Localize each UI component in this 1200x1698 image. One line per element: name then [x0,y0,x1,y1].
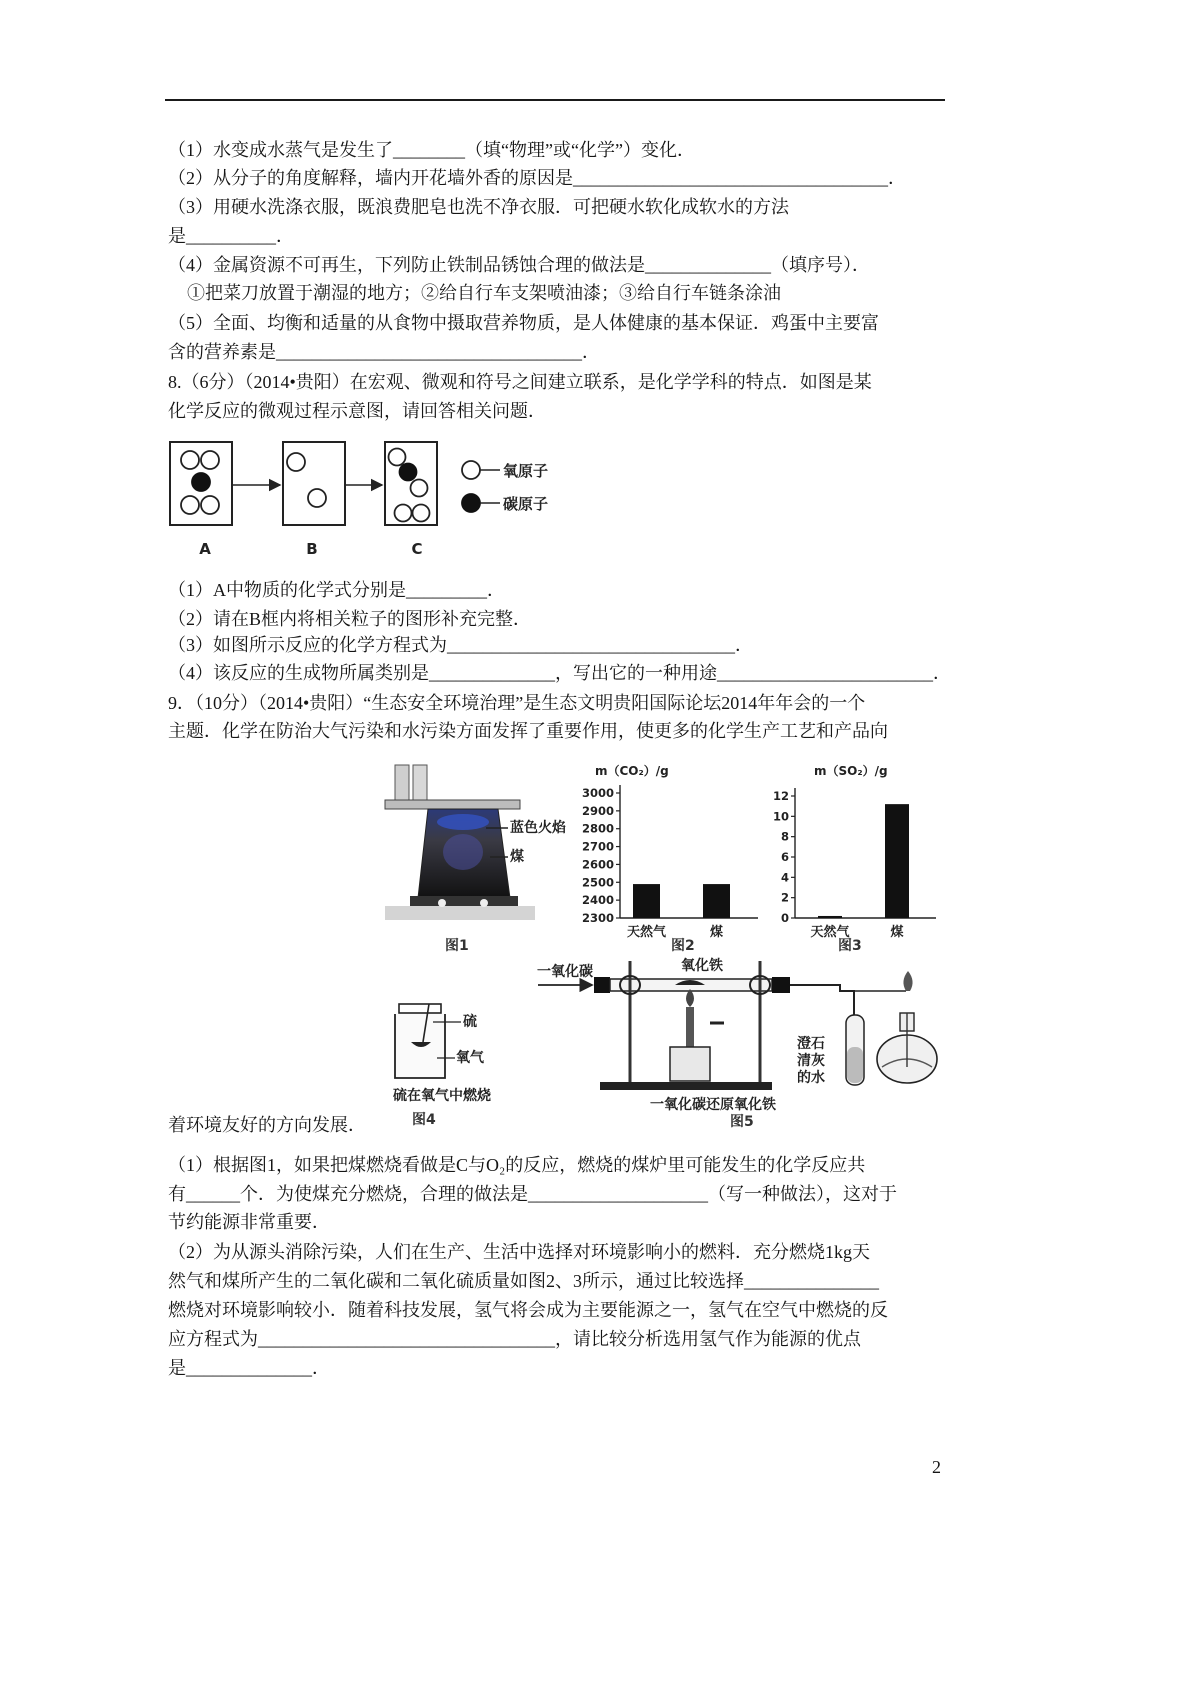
q7-line-5: （4）金属资源不可再生，下列防止铁制品锈蚀合理的做法是______________（填序号）． [168,255,870,275]
right-stopper [772,977,790,993]
oxygen-atom-icon [395,505,412,522]
q8-line-4: （4）该反应的生成物所属类别是______________，写出它的一种用途________________________． [168,663,951,683]
jar-lid [399,1004,441,1013]
legend-oxygen-label: 氧原子 [503,462,549,480]
q9-stem-1: 9．（10分）（2014•贵阳）“生态安全环境治理”是生态文明贵阳国际论坛2014年年会的一个 [168,693,866,713]
blue-flame-icon [437,814,489,830]
box-a-label: A [199,540,211,558]
legend-carbon-icon [462,494,480,512]
co2-ylabel: m（CO₂）/g [595,764,669,778]
oxygen-atom-icon [389,449,406,466]
co2-mass-bar-chart [572,760,772,948]
oxygen-atom-icon [201,496,219,514]
q9-line-6: 燃烧对环境影响较小．随着科技发展，氢气将会成为主要能源之一，氢气在空气中燃烧的反 [168,1300,888,1320]
carbon-monoxide-label: 一氧化碳 [537,964,593,980]
so2-bar [818,916,842,918]
page-number: 2 [932,1457,941,1477]
flame-label: 蓝色火焰 [510,820,566,836]
figure-2-caption: 图2 [671,938,695,954]
co2-y-tick-label: 2600 [581,857,614,872]
figure-5-title: 一氧化碳还原氧化铁 [650,1097,776,1113]
q7-line-1: （1）水变成水蒸气是发生了________（填“物理”或“化学”）变化． [168,140,695,160]
stove-base [410,896,518,906]
limewater-label-1: 澄石 [797,1036,825,1052]
co2-y-tick-label: 2500 [581,875,614,890]
iron-oxide-label: 氧化铁 [681,958,723,974]
stove-floor [385,906,535,920]
burner-base [670,1047,710,1081]
oxygen-atom-icon [308,489,326,507]
so2-ylabel: m（SO₂）/g [814,764,888,778]
figure-4-caption: 图4 [412,1112,436,1128]
q9-line-5: 然气和煤所产生的二氧化碳和二氧化硫质量如图2、3所示，通过比较选择_______________ [168,1271,879,1291]
so2-category-label: 煤 [890,925,904,940]
q9-line-2: 有______个．为使煤充分燃烧，合理的做法是____________________（写一种做法），这对于 [168,1184,897,1204]
so2-y-tick-label: 2 [780,890,789,905]
co2-category-label: 天然气 [626,925,667,940]
so2-y-tick-label: 0 [780,911,789,925]
so2-y-tick-label: 10 [772,809,789,824]
limewater-liquid [847,1047,863,1083]
q7-line-8: 含的营养素是__________________________________． [168,342,600,362]
so2-y-tick-label: 6 [780,850,789,864]
so2-y-tick-label: 4 [780,870,789,885]
legend-carbon-label: 碳原子 [503,495,549,513]
figure-5-caption: 图5 [730,1114,754,1130]
co2-category-label: 煤 [709,925,724,940]
q7-line-2: （2）从分子的角度解释，墙内开花墙外香的原因是___________________________________． [168,168,906,188]
carbon-atom-icon [192,473,210,491]
box-c-label: C [411,540,423,558]
stand-base [600,1082,772,1090]
so2-mass-bar-chart [772,760,945,948]
stove-top-plate [385,800,520,809]
so2-category-label: 天然气 [810,925,850,940]
q8-line-1: （1）A中物质的化学式分别是_________． [168,580,505,600]
oxygen-atom-icon [181,451,199,469]
q9-line-4: （2）为从源头消除污染，人们在生产、生活中选择对环境影响小的燃料．充分燃烧1kg天 [168,1242,870,1262]
figure-3-caption: 图3 [838,938,862,954]
q8-stem-1: 8.（6分）（2014•贵阳）在宏观、微观和符号之间建立联系，是化学学科的特点．如图是某 [168,372,872,392]
coal-label: 煤 [510,849,524,865]
q7-line-7: （5）全面、均衡和适量的从食物中摄取营养物质，是人体健康的基本保证．鸡蛋中主要富 [168,313,879,333]
chimney-pipe [413,765,427,801]
left-stopper [594,977,610,993]
so2-y-tick-label: 12 [772,789,789,803]
burner-tube [686,1007,694,1047]
oxygen-atom-icon [181,496,199,514]
header-rule [165,99,945,101]
q8-line-3: （3）如图所示反应的化学方程式为________________________________． [168,635,753,655]
q7-line-4: 是__________． [168,226,294,246]
co2-y-tick-label: 2800 [581,821,614,836]
coal-stove-illustration [380,760,570,925]
oxygen-label: 氧气 [456,1050,484,1066]
coal-glow [443,834,483,870]
q9-stem-2: 主题．化学在防治大气污染和水污染方面发挥了重要作用，使更多的化学生产工艺和产品向 [168,721,888,741]
q9-line-7: 应方程式为_________________________________，请比较分析选用氢气作为能源的优点 [168,1329,861,1349]
carbon-atom-icon [400,464,417,481]
co2-bar [633,884,660,918]
co2-y-tick-label: 2400 [581,893,614,908]
chimney-pipe [395,765,409,801]
co2-y-tick-label: 2300 [581,911,614,925]
figure-1-caption: 图1 [445,938,469,954]
figure-4-title: 硫在氧气中燃烧 [393,1088,491,1104]
tail-flame-icon [903,971,912,991]
q9-line-8: 是______________． [168,1358,330,1378]
co2-y-tick-label: 2900 [581,803,614,818]
stove-leg [480,899,488,907]
oxygen-atom-icon [411,480,428,497]
co2-bar [703,884,730,918]
q9-line-1: （1）根据图1，如果把煤燃烧看做是C与O₂的反应，燃烧的煤炉里可能发生的化学反应共 [168,1155,866,1175]
q8-line-2: （2）请在B框内将相关粒子的图形补充完整． [168,609,532,629]
q7-options: ①把菜刀放置于潮湿的地方；②给自行车支架喷油漆；③给自行车链条涂油 [187,283,781,303]
limewater-label-3: 的水 [797,1070,825,1086]
sulfur-combustion-jar [385,1000,515,1084]
box-b-label: B [306,540,318,558]
so2-bar [885,804,909,918]
oxygen-atom-icon [413,505,430,522]
q7-line-3: （3）用硬水洗涤衣服，既浪费肥皂也洗不净衣服．可把硬水软化成软水的方法 [168,197,789,217]
legend-oxygen-icon [462,461,480,479]
reaction-micro-diagram [160,432,580,562]
sulfur-label: 硫 [463,1014,477,1030]
oxygen-atom-icon [287,453,305,471]
stove-leg [438,899,446,907]
limewater-label-2: 清灰 [797,1053,825,1069]
oxygen-atom-icon [201,451,219,469]
co2-y-tick-label: 3000 [581,786,614,800]
q8-stem-2: 化学反应的微观过程示意图，请回答相关问题． [168,401,546,421]
q9-stem-3: 着环境友好的方向发展． [168,1115,366,1135]
so2-y-tick-label: 8 [780,829,789,844]
q9-line-3: 节约能源非常重要． [168,1212,330,1232]
co2-y-tick-label: 2700 [581,839,614,854]
